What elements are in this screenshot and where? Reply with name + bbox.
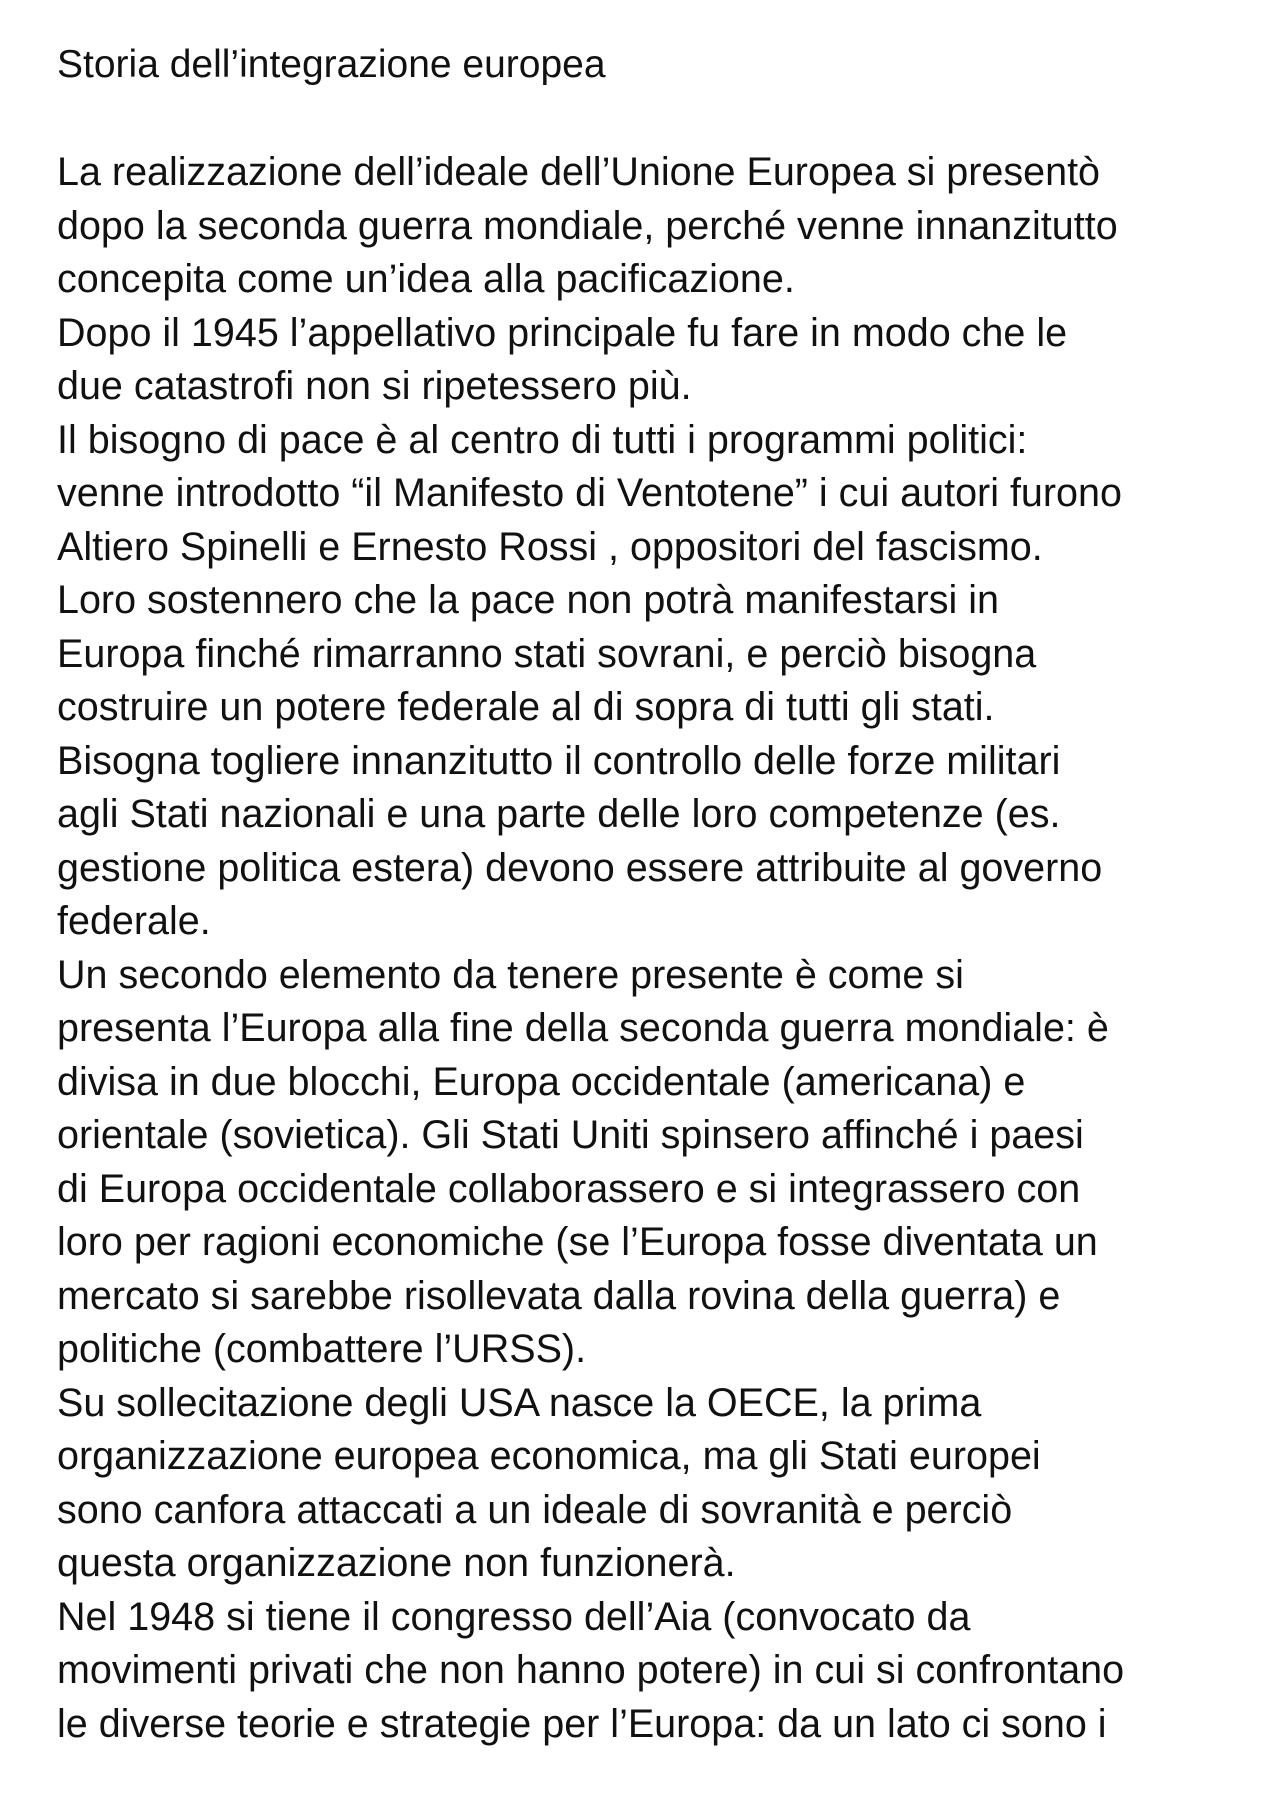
text-line: divisa in due blocchi, Europa occidentale (americana) e <box>57 1059 1026 1104</box>
text-line: gestione politica estera) devono essere attribuite al governo <box>57 845 1103 890</box>
text-line: Altiero Spinelli e Ernesto Rossi , oppositori del fascismo. <box>57 524 1043 569</box>
text-line: loro per ragioni economiche (se l’Europa fosse diventata un <box>57 1220 1098 1264</box>
text-line: agli Stati nazionali e una parte delle loro competenze (es. <box>57 792 1061 836</box>
text-line: politiche (combattere l’URSS). <box>57 1327 587 1371</box>
text-line: Il bisogno di pace è al centro di tutti i programmi politici: <box>57 417 1028 462</box>
document-title: Storia dell’integrazione europea <box>57 43 606 86</box>
text-line: Su sollecitazione degli USA nasce la OECE, la prima <box>57 1380 982 1425</box>
text-line: movimenti privati che non hanno potere) in cui si confrontano <box>57 1648 1125 1692</box>
text-line: La realizzazione dell’ideale dell’Unione Europea si presentò <box>57 150 1101 194</box>
text-line: questa organizzazione non funzionerà. <box>57 1541 736 1585</box>
document-body <box>57 146 1257 1751</box>
text-line: sono canfora attaccati a un ideale di sovranità e perciò <box>57 1487 1013 1532</box>
text-line: organizzazione europea economica, ma gli Stati europei <box>57 1434 1041 1478</box>
text-line: Bisogna togliere innanzitutto il controllo delle forze militari <box>57 738 1061 783</box>
text-line: dopo la seconda guerra mondiale, perché venne innanzitutto <box>57 203 1118 248</box>
text-line: le diverse teorie e strategie per l’Europa: da un lato ci sono i <box>57 1701 1107 1746</box>
text-line: orientale (sovietica). Gli Stati Uniti spinsero affinché i paesi <box>57 1113 1084 1157</box>
text-line: Un secondo elemento da tenere presente è come si <box>57 952 964 997</box>
text-line: mercato si sarebbe risollevata dalla rovina della guerra) e <box>57 1273 1061 1318</box>
text-line: Europa finché rimarranno stati sovrani, e perciò bisogna <box>57 631 1037 676</box>
text-line: Nel 1948 si tiene il congresso dell’Aia (convocato da <box>57 1594 971 1639</box>
text-line: Loro sostennero che la pace non potrà manifestarsi in <box>57 578 999 622</box>
text-line: venne introdotto “il Manifesto di Ventotene” i cui autori furono <box>57 471 1122 515</box>
text-line: presenta l’Europa alla fine della seconda guerra mondiale: è <box>57 1006 1109 1050</box>
text-line: concepita come un’idea alla pacificazione. <box>57 257 795 301</box>
text-line: Dopo il 1945 l’appellativo principale fu fare in modo che le <box>57 310 1068 355</box>
text-line: costruire un potere federale al di sopra di tutti gli stati. <box>57 685 995 729</box>
text-line: di Europa occidentale collaborassero e si integrassero con <box>57 1166 1081 1211</box>
text-line: federale. <box>57 899 211 943</box>
text-line: due catastrofi non si ripetessero più. <box>57 364 692 408</box>
